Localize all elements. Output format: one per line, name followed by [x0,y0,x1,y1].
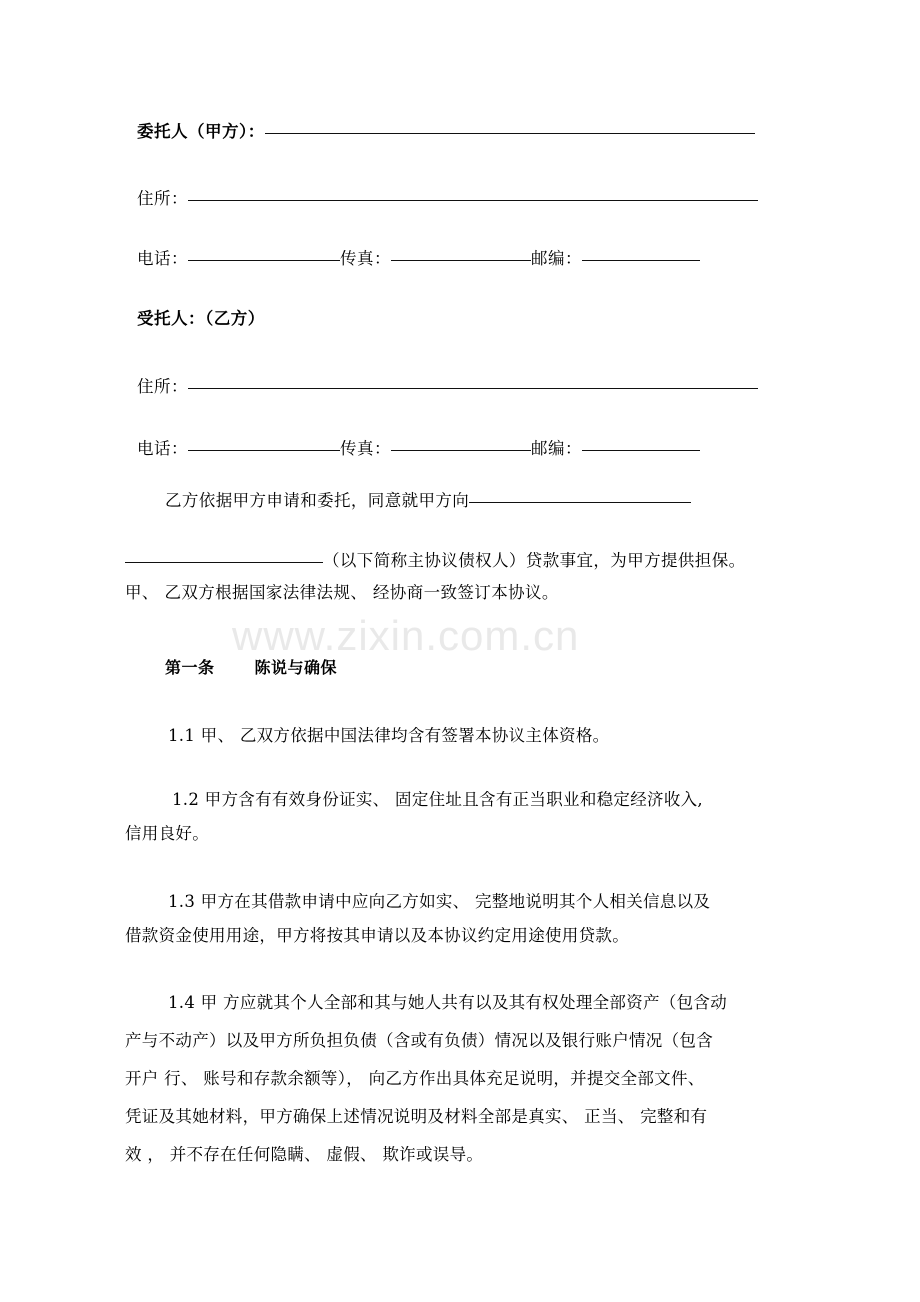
party-b-phone-blank[interactable] [188,450,340,451]
party-a-title-row [137,118,755,142]
party-a-address-blank[interactable] [188,200,758,201]
watermark-text: www.zixin.com.cn [232,612,580,659]
clause-1-4-line-1: 1.4 甲 方应就其个人全部和其与她人共有以及其有权处理全部资产（包含动 [168,993,728,1012]
clause-1-4-line-3: 开户 行、 账号和存款余额等）， 向乙方作出具体充足说明，并提交全部文件、 [125,1069,705,1088]
preamble-line-2 [125,553,746,570]
clause-1-4-line-4: 凭证及其她材料，甲方确保上述情况说明及材料全部是真实、 正当、 完整和有 [125,1107,708,1126]
preamble-creditor-blank-1[interactable] [469,502,691,503]
clause-1-3-line-2: 借款资金使用用途，甲方将按其申请以及本协议约定用途使用贷款。 [125,926,629,945]
party-b-fax-label: 传真： [340,439,391,458]
party-b-title-label: 受托人：（乙方） [137,309,265,328]
party-b-postcode-blank[interactable] [582,450,700,451]
clause-1-4-line-2: 产与不动产）以及甲方所负担负债（含或有负债）情况以及银行账户情况（包含 [125,1031,713,1050]
party-b-phone-label: 电话： [137,439,188,458]
party-b-contact-row [137,435,700,459]
article-one-heading [165,655,337,678]
party-b-address-row [137,373,758,397]
party-a-name-blank[interactable] [265,133,755,134]
clause-1-2-line-2: 信用良好。 [125,824,209,843]
clause-1-2-line-1: 1.2 甲方含有有效身份证实、 固定住址且含有正当职业和稳定经济收入, [172,790,703,809]
article-one-title: 陈说与确保 [254,658,338,677]
party-a-postcode-label: 邮编： [531,249,582,268]
party-b-postcode-label: 邮编： [531,439,582,458]
party-a-phone-label: 电话： [137,249,188,268]
preamble-line-1 [165,493,691,510]
party-b-fax-blank[interactable] [391,450,531,451]
preamble-creditor-blank-2[interactable] [125,562,323,563]
party-a-contact-row [137,245,700,269]
preamble-line-3: 甲、 乙双方根据国家法律法规、 经协商一致签订本协议。 [125,583,559,602]
party-b-address-blank[interactable] [188,388,758,389]
party-a-title-label: 委托人（甲方）： [137,122,265,141]
clause-1-4-line-5: 效 ， 并不存在任何隐瞒、 虚假、 欺诈或误导。 [125,1145,484,1164]
party-a-phone-blank[interactable] [188,260,340,261]
preamble-line-1-text: 乙方依据甲方申请和委托，同意就甲方向 [165,491,470,510]
party-a-address-label: 住所： [137,189,188,208]
article-one-number: 第一条 [165,658,215,677]
party-a-address-row [137,185,758,209]
party-a-postcode-blank[interactable] [582,260,700,261]
clause-1-1-line-1: 1.1 甲、 乙双方依据中国法律均含有签署本协议主体资格。 [168,726,610,745]
party-a-fax-blank[interactable] [391,260,531,261]
party-b-title-row [137,305,265,329]
party-b-address-label: 住所： [137,377,188,396]
clause-1-3-line-1: 1.3 甲方在其借款申请中应向乙方如实、 完整地说明其个人相关信息以及 [168,892,711,911]
party-a-fax-label: 传真： [340,249,391,268]
preamble-line-2-text: （以下简称主协议债权人）贷款事宜，为甲方提供担保。 [323,551,746,570]
